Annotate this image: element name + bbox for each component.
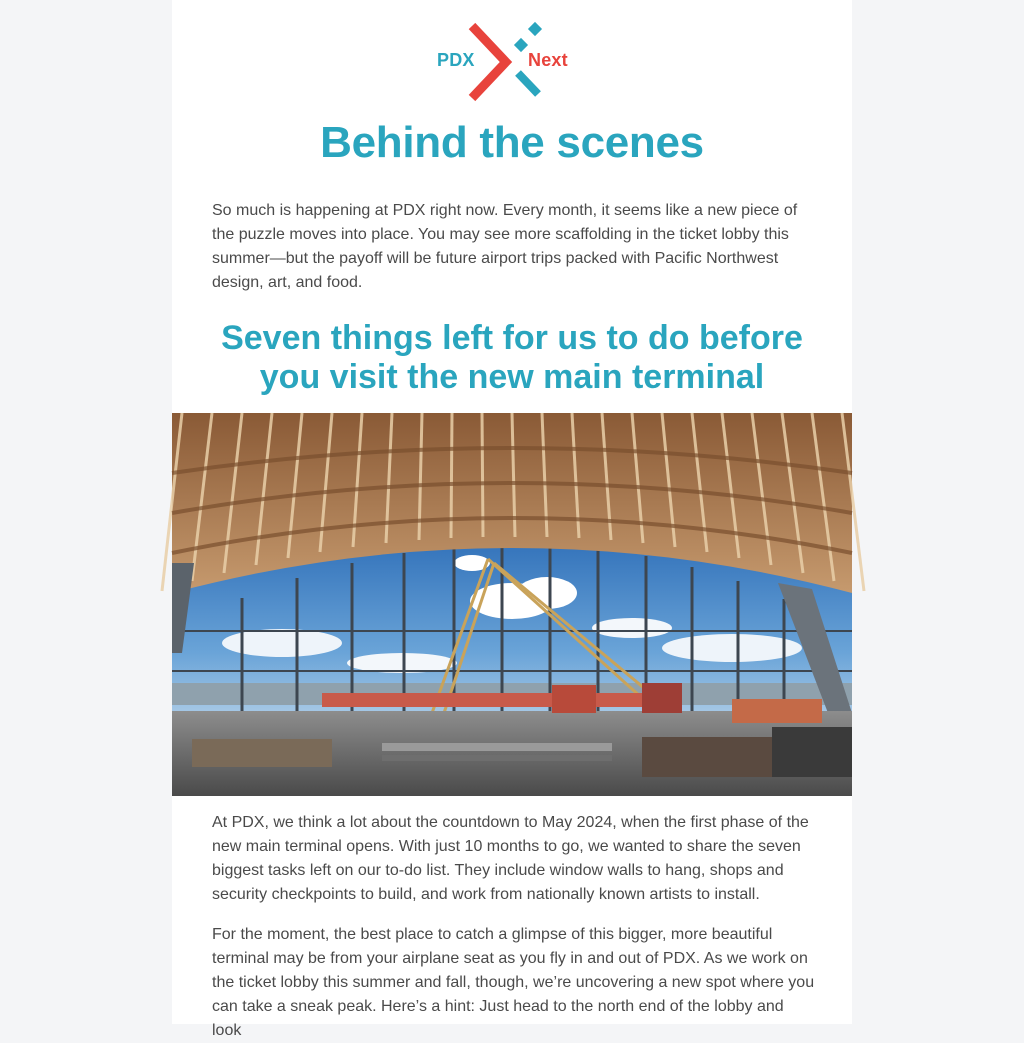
logo-next-text: Next	[528, 50, 568, 70]
logo-pdx-text: PDX	[437, 50, 475, 70]
intro-paragraph: So much is happening at PDX right now. Every month, it seems like a new piece of the puzzle moves into place. You may see more scaffolding in the ticket lobby this summer—but the payoff will be future airport trips packed with Pacific Northwest design, art, and food.	[212, 202, 798, 291]
hero-image[interactable]	[172, 413, 852, 796]
section-heading: Seven things left for us to do before you visit the new main terminal	[221, 319, 803, 396]
body-paragraph: For the moment, the best place to catch a glimpse of this bigger, more beautiful terminal may be from your airplane seat as you fly in and out of PDX. As we work on the ticket lobby this summer and fall, though, we’re uncovering a new spot where you can take a sneak peak. Here’s a hint: Just head to the north end of the lobby and look	[212, 926, 815, 1039]
terminal-construction-photo-icon	[172, 413, 852, 796]
pdx-next-logo[interactable]	[430, 20, 580, 104]
email-body	[172, 0, 852, 1039]
page-title: Behind the scenes	[320, 118, 704, 167]
body-paragraph: At PDX, we think a lot about the countdown to May 2024, when the first phase of the new main terminal opens. With just 10 months to go, we wanted to share the seven biggest tasks left on our to-do list. They include window walls to hang, shops and security checkpoints to build, and work from nationally known artists to install.	[212, 814, 809, 903]
